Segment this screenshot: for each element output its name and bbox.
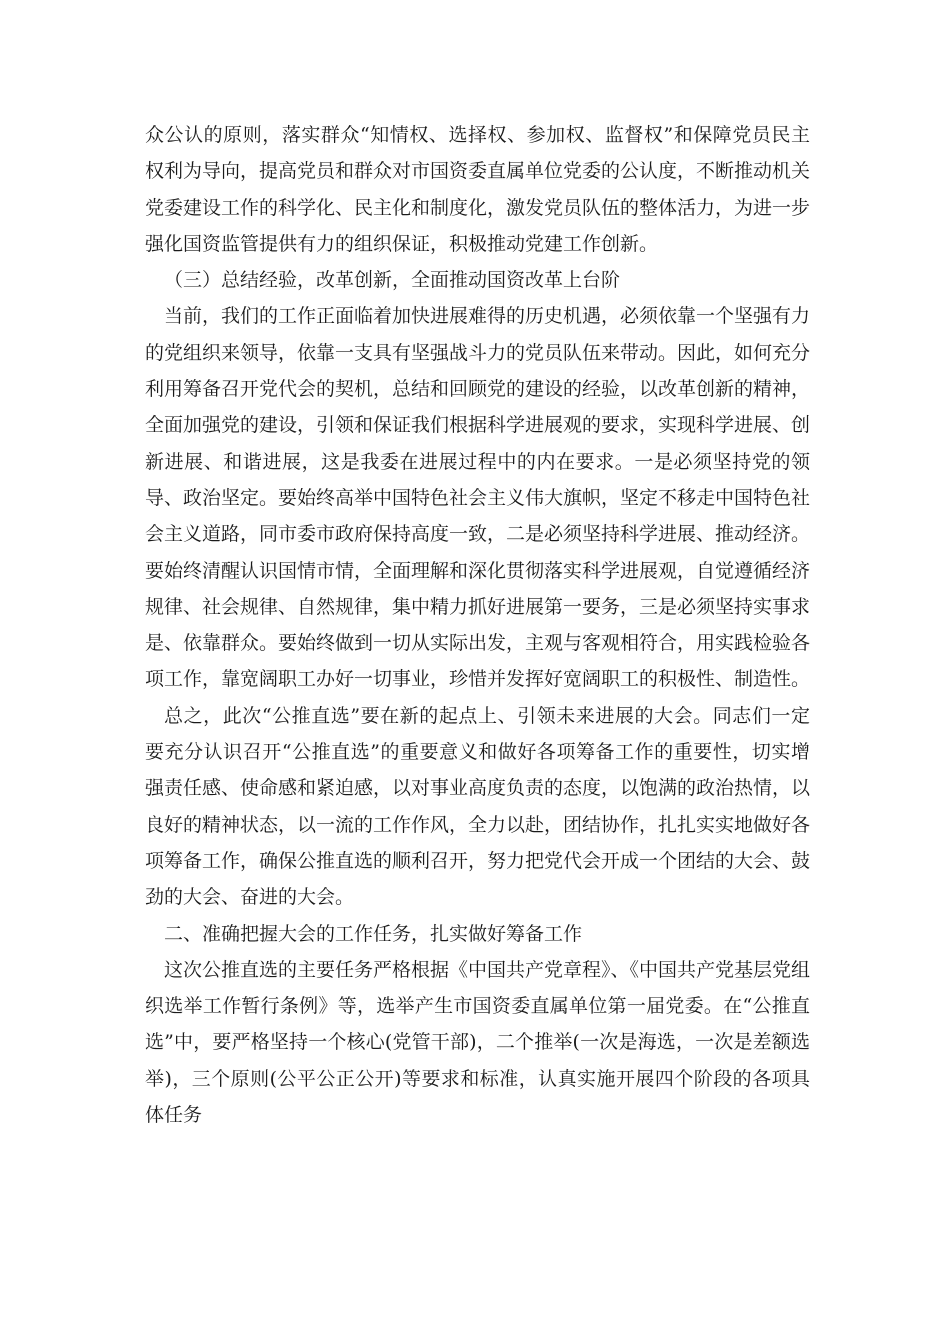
section-heading-two: 二、准确把握大会的工作任务，扎实做好筹备工作 — [164, 922, 583, 945]
section-heading-three: （三）总结经验，改革创新，全面推动国资改革上台阶 — [164, 269, 621, 292]
paragraph-current-situation: 当前，我们的工作正面临着加快进展难得的历史机遇，必须依靠一个坚强有力的党组织来领导，依靠一支具有坚强战斗力的党员队伍来带动。因此，如何充分利用筹备召开党代会的契机，总结和回顾党的建设的经验，以改革创新的精神，全面加强党的建设，引领和保证我们根据科学进展观的要求，实现科学进展、创新进展、和谐进展，这是我委在进展过程中的内在要求。一是必须坚持党的领导、政治坚定。要始终高举中国特色社会主义伟大旗帜，坚定不移走中国特色社会主义道路，同市委市政府保持高度一致，二是必须坚持科学进展、推动经济。要始终清醒认识国情市情，全面理解和深化贯彻落实科学进展观，自觉遵循经济规律、社会规律、自然规律，集中精力抓好进展第一要务，三是必须坚持实事求是、依靠群众。要始终做到一切从实际出发，主观与客观相符合，用实践检验各项工作，靠宽阔职工办好一切事业，珍惜并发挥好宽阔职工的积极性、制造性。 — [145, 305, 811, 691]
paragraph-continuation: 众公认的原则，落实群众“知情权、选择权、参加权、监督权”和保障党员民主权利为导向，提高党员和群众对市国资委直属单位党委的公认度，不断推动机关党委建设工作的科学化、民主化和制度化，激发党员队伍的整体活力，为进一步强化国资监管提供有力的组织保证，积极推动党建工作创新。 — [145, 124, 811, 255]
document-body — [145, 117, 810, 1133]
paragraph-main-tasks: 这次公推直选的主要任务严格根据《中国共产党章程》、《中国共产党基层党组织选举工作暂行条例》等，选举产生市国资委直属单位第一届党委。在“公推直选”中，要严格坚持一个核心(党管干部)，二个推举(一次是海选，一次是差额选举)，三个原则(公平公正公开)等要求和标准，认真实施开展四个阶段的各项具体任务 — [145, 958, 811, 1127]
paragraph-summary: 总之，此次“公推直选”要在新的起点上、引领未来进展的大会。同志们一定要充分认识召开“公推直选”的重要意义和做好各项筹备工作的重要性，切实增强责任感、使命感和紧迫感，以对事业高度负责的态度，以饱满的政治热情，以良好的精神状态，以一流的工作作风，全力以赴，团结协作，扎扎实实地做好各项筹备工作，确保公推直选的顺利召开，努力把党代会开成一个团结的大会、鼓劲的大会、奋进的大会。 — [145, 704, 811, 909]
